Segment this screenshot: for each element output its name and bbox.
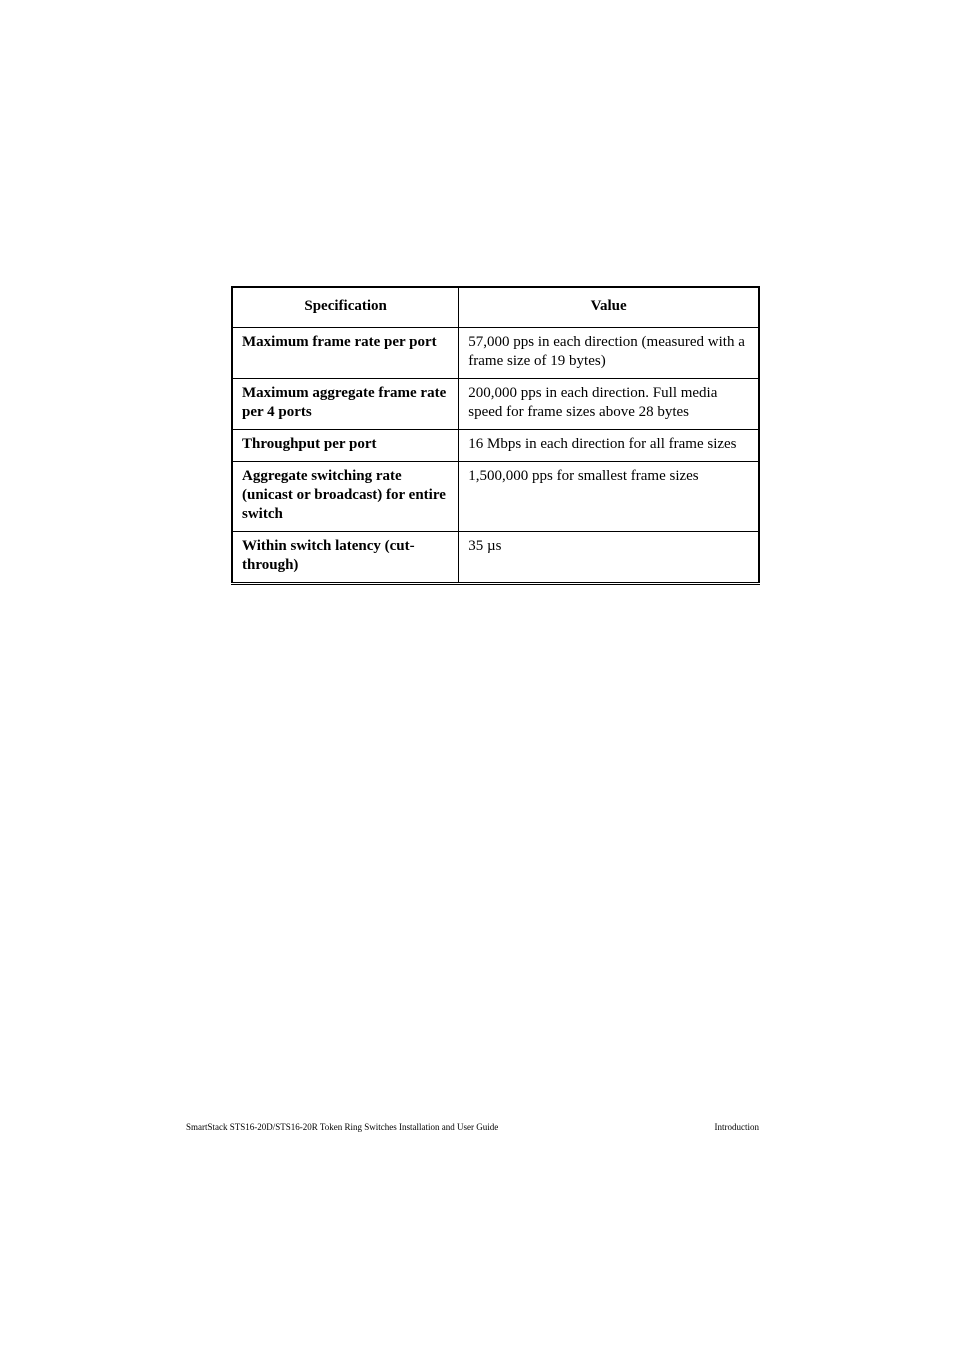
specifications-table (231, 286, 760, 585)
table-row (232, 328, 759, 379)
spec-name-cell: Throughput per port (232, 430, 459, 462)
column-header-value: Value (459, 287, 759, 328)
spec-name-cell: Maximum frame rate per port (232, 328, 459, 379)
table-row (232, 532, 759, 584)
table-row (232, 430, 759, 462)
spec-value-cell: 16 Mbps in each direction for all frame sizes (459, 430, 759, 462)
table-header-row (232, 287, 759, 328)
spec-value-cell: 1,500,000 pps for smallest frame sizes (459, 462, 759, 532)
table-row (232, 379, 759, 430)
spec-value-cell: 200,000 pps in each direction. Full media speed for frame sizes above 28 bytes (459, 379, 759, 430)
spec-name-cell: Maximum aggregate frame rate per 4 ports (232, 379, 459, 430)
spec-value-cell: 35 µs (459, 532, 759, 584)
spec-value-cell: 57,000 pps in each direction (measured with a frame size of 19 bytes) (459, 328, 759, 379)
spec-name-cell: Within switch latency (cut-through) (232, 532, 459, 584)
footer-document-title: SmartStack STS16-20D/STS16-20R Token Ring Switches Installation and User Guide (186, 1122, 499, 1132)
spec-name-cell: Aggregate switching rate (unicast or broadcast) for entire switch (232, 462, 459, 532)
table-row (232, 462, 759, 532)
column-header-specification: Specification (232, 287, 459, 328)
footer-section-name: Introduction (714, 1122, 759, 1132)
